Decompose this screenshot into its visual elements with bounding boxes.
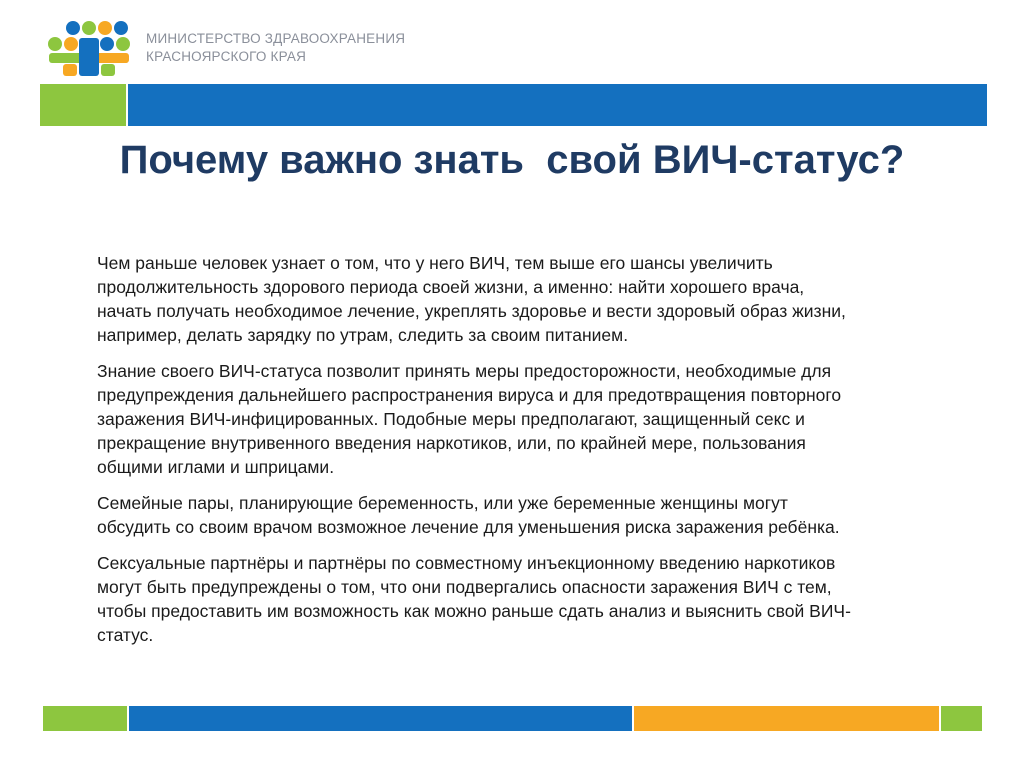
- header-band-blue: [128, 84, 987, 126]
- paragraph: Чем раньше человек узнает о том, что у него ВИЧ, тем выше его шансы увеличить продолжительность здорового периода своей жизни, а именно: найти хорошего врача, начать получать необходимое лечение, укреплять здоровье и вести здоровый образ жизни, например, делать зарядку по утрам, следить за своим питанием.: [97, 253, 846, 345]
- ministry-name-line1: МИНИСТЕРСТВО ЗДРАВООХРАНЕНИЯ: [146, 31, 406, 46]
- ministry-name: [146, 30, 405, 66]
- slide-title: Почему важно знать свой ВИЧ-статус?: [119, 138, 905, 182]
- footer-bar-blue: [129, 706, 632, 731]
- header-band-green: [40, 84, 126, 126]
- paragraph: Сексуальные партнёры и партнёры по совместному инъекционному введению наркотиков могут быть предупреждены о том, что они подвергались опасности заражения ВИЧ с тем, чтобы предоставить им возможность как можно раньше сдать анализ и выяснить свой ВИЧ- статус.: [97, 553, 851, 645]
- paragraph: Семейные пары, планирующие беременность, или уже беременные женщины могут обсудить со своим врачом возможное лечение для уменьшения риска заражения ребёнка.: [97, 493, 840, 537]
- footer-bar-orange: [634, 706, 939, 731]
- slide-body: [97, 251, 977, 659]
- ministry-logo-icon: [46, 18, 132, 78]
- ministry-name-line2: КРАСНОЯРСКОГО КРАЯ: [146, 49, 307, 64]
- footer-bar-green-left: [43, 706, 127, 731]
- footer-bar-green-right: [941, 706, 982, 731]
- paragraph: Знание своего ВИЧ-статуса позволит принять меры предосторожности, необходимые для предупреждения дальнейшего распространения вируса и для предотвращения повторного заражения ВИЧ-инфицированных. Подобные меры предполагают, защищенный секс и прекращение внутривенного введения наркотиков, или, по крайней мере, пользования общими иглами и шприцами.: [97, 361, 842, 477]
